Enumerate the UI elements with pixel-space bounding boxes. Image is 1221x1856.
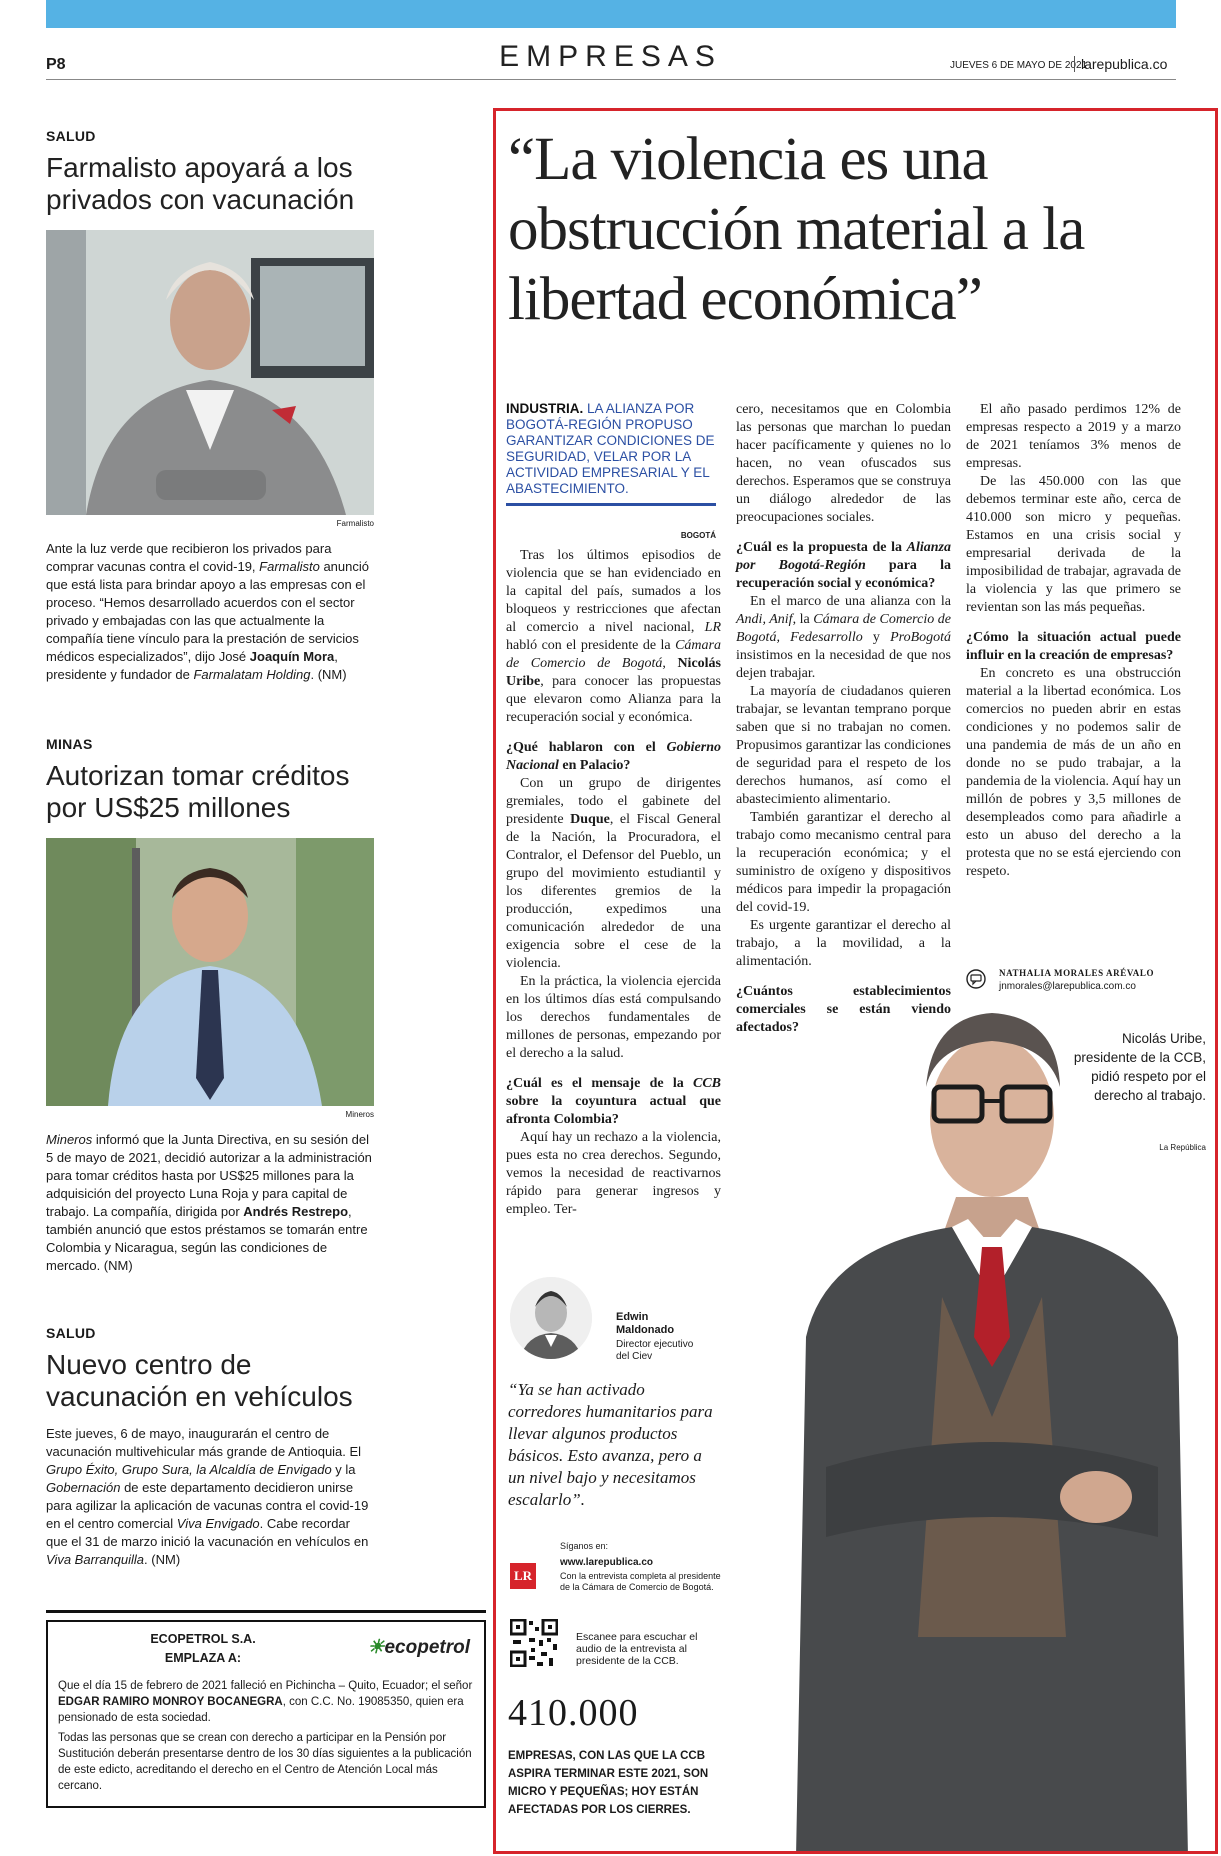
- article-paragraph: Es urgente garantizar el derecho al trabajo, a la movilidad, a la alimentación.: [736, 918, 951, 969]
- brief-mineros: [46, 736, 374, 1275]
- comment-icon: [966, 969, 986, 989]
- interview-question: ¿Cuál es el mensaje de la CCB sobre la coyuntura actual que afronta Colombia?: [506, 1076, 721, 1127]
- notice-paragraph: Que el día 15 de febrero de 2021 falleció en Pichincha – Quito, Ecuador; el señor EDGAR RAMIRO MONROY BOCANEGRA, con C.C. No. 19085350, quien era pensionado de esta sociedad.: [58, 1680, 473, 1724]
- notice-paragraph: Todas las personas que se crean con derecho a participar en la Pensión por Sustitución deberán presentarse dentro de los 30 días siguientes a la publicación de este edicto, acreditando el derecho en el Centro de Atención Local más cercano.: [58, 1732, 472, 1792]
- brief-kicker: SALUD: [46, 1325, 96, 1341]
- promo-label: Síganos en:: [560, 1541, 609, 1551]
- notice-top-rule: [46, 1610, 486, 1613]
- article-headline: “La violencia es una obstrucción material a la libertad económica”: [508, 126, 1085, 333]
- article-paragraph: Tras los últimos episodios de violencia que se han evidenciado en la capital del país, sumados a los bloqueos y restricciones que afectan al comercio a nivel nacional, LR habló con el presidente de la Cámara de Comercio de Bogotá, Nicolás Uribe, para conocer las propuestas que elevaron como Alianza para la recuperación social y económica.: [506, 548, 721, 725]
- top-color-bar: [46, 0, 1176, 28]
- pull-quote: “Ya se han activado corredores humanitarios para llevar algunos productos básicos. Esto avanza, pero a un nivel bajo y necesitamos escalarlo”.: [508, 1380, 713, 1509]
- article-column-2: [736, 401, 951, 1037]
- article-paragraph: cero, necesitamos que en Colombia las personas que marchan lo puedan hacer pacíficamente y quienes no lo hacen, no vean ofuscados sus derechos. Esperamos que se construya un diálogo alrededor de las preocupaciones sociales.: [736, 402, 951, 525]
- brief-body: Ante la luz verde que recibieron los privados para comprar vacunas contra el covid-19, Farmalisto anunció que está lista para brindar apoyo a las empresas con el proceso. “Hemos desarrollado acuerdos con el sector privado y embajadas con las que actualmente la compañía tiene vínculo para la prestación de servicios médicos especializados”, dijo José Joaquín Mora, presidente y fundador de Farmalatam Holding. (NM): [46, 541, 369, 682]
- notice-title: ECOPETROL S.A. EMPLAZA A:: [150, 1632, 256, 1665]
- interview-question: ¿Cuál es la propuesta de la Alianza por Bogotá-Región para la recuperación social y económica?: [736, 540, 951, 591]
- source-role: Director ejecutivo del Ciev: [616, 1339, 694, 1362]
- header-divider: [46, 79, 1176, 80]
- key-figure-caption: EMPRESAS, CON LAS QUE LA CCB ASPIRA TERMINAR ESTE 2021, SON MICRO Y PEQUEÑAS; HOY ESTÁN AFECTADAS POR LOS CIERRES.: [508, 1750, 709, 1816]
- article-paragraph: La mayoría de ciudadanos quieren trabajar, se levantan temprano porque saben que si no trabajan no comen. Propusimos garantizar las condiciones de seguridad para el respeto de los derechos humanos, así como el abastecimiento alimentario.: [736, 684, 952, 807]
- brief-vacunacion: [46, 1325, 374, 1569]
- photo-credit: La República: [1159, 1143, 1206, 1152]
- key-figure: 410.000: [508, 1692, 639, 1734]
- brief-title: Autorizan tomar créditos por US$25 millones: [46, 760, 350, 823]
- article-paragraph: Aquí hay un rechazo a la violencia, pues esta no crea derechos. Segundo, vemos la necesidad de reactivarnos rápido para generar ingresos y empleo. Ter-: [506, 1130, 721, 1217]
- qr-instructions: Escanee para escuchar el audio de la entrevista al presidente de la CCB.: [576, 1631, 698, 1667]
- interview-question: ¿Cuántos establecimientos comerciales se están viendo afectados?: [736, 984, 951, 1035]
- article-paragraph: El año pasado perdimos 12% de empresas respecto a 2019 y a marzo de 2021 teníamos 3% menos de empresas.: [966, 402, 1181, 471]
- article-column-1: [506, 547, 721, 1219]
- byline-email[interactable]: jnmorales@larepublica.com.co: [999, 981, 1136, 992]
- source-avatar: [510, 1277, 592, 1359]
- dateline: BOGOTÁ: [680, 531, 716, 540]
- brief-photo-mineros: [46, 838, 374, 1106]
- feature-article: [493, 108, 1218, 1854]
- legal-notice: [46, 1620, 486, 1808]
- promo-description: Con la entrevista completa al presidente de la Cámara de Comercio de Bogotá.: [560, 1571, 721, 1592]
- brief-farmalisto: [46, 128, 374, 684]
- source-name: Edwin Maldonado: [616, 1311, 675, 1336]
- interview-question: ¿Qué hablaron con el Gobierno Nacional en Palacio?: [506, 740, 721, 773]
- ecopetrol-logo: ☀ecopetrol: [367, 1637, 470, 1658]
- article-paragraph: También garantizar el derecho al trabajo como mecanismo central para la recuperación económica; y el suministro de oxígeno y dispositivos médicos para impedir la propagación del covid-19.: [736, 810, 951, 915]
- brief-title: Farmalisto apoyará a los privados con vacunación: [46, 152, 355, 215]
- qr-code-icon[interactable]: [510, 1619, 558, 1667]
- article-paragraph: De las 450.000 con las que debemos terminar este año, cerca de 410.000 son micro y pequeñas. Estamos en una crisis social y empresarial derivada de la imposibilidad de trabajar, agravada de la violencia y las que primero se revientan son las más pequeñas.: [966, 474, 1181, 615]
- photo-credit: Mineros: [345, 1110, 374, 1119]
- article-paragraph: En concreto es una obstrucción material a la libertad económica. Los comercios no pueden abrir en estas condiciones y no podemos salir de una pandemia de más de un año en donde no se pudo trabajar, a la pandemia de la violencia. Aquí hay un millón de pobres y 3,5 millones de desempleados como para añadirle a esto un abuso del derecho a la protesta que no se está ejerciendo con respeto.: [966, 666, 1181, 879]
- article-paragraph: En la práctica, la violencia ejercida en los últimos días está compulsando los derechos fundamentales de millones de personas, empezando por el derecho a la salud.: [506, 974, 721, 1061]
- brief-title: Nuevo centro de vacunación en vehículos: [46, 1349, 353, 1412]
- article-deck: INDUSTRIA. LA ALIANZA POR BOGOTÁ-REGIÓN PROPUSO GARANTIZAR CONDICIONES DE SEGURIDAD, VELAR POR LA ACTIVIDAD EMPRESARIAL Y EL ABASTECIMIENTO.: [506, 401, 716, 506]
- photo-caption: Nicolás Uribe, presidente de la CCB, pidió respeto por el derecho al trabajo.: [1073, 1031, 1206, 1103]
- brief-photo-farmalisto: [46, 230, 374, 515]
- promo-url[interactable]: www.larepublica.co: [560, 1557, 653, 1568]
- site-link[interactable]: larepublica.co: [1074, 56, 1167, 72]
- brief-body: Mineros informó que la Junta Directiva, en su sesión del 5 de mayo de 2021, decidió autorizar a la administración para tomar créditos hasta por US$25 millones para la adquisición del proyecto Luna Roja y para capital de trabajo. La compañía, dirigida por Andrés Restrepo, también anunció que estos préstamos se tomarán entre Colombia y Nicaragua, según las condiciones de mercado. (NM): [46, 1132, 372, 1273]
- issue-date: JUEVES 6 DE MAYO DE 2021: [950, 60, 1088, 71]
- article-paragraph: En el marco de una alianza con la Andi, Anif, la Cámara de Comercio de Bogotá, Fedesarrollo y ProBogotá insistimos en la necesidad de que nos dejen trabajar.: [736, 594, 952, 681]
- brief-kicker: MINAS: [46, 736, 93, 752]
- photo-credit: Farmalisto: [336, 519, 374, 528]
- brief-kicker: SALUD: [46, 128, 96, 144]
- portrait-nicolas-uribe: [766, 997, 1218, 1854]
- brief-body: Este jueves, 6 de mayo, inaugurarán el centro de vacunación multivehicular más grande de Antioquia. El Grupo Éxito, Grupo Sura, la Alcaldía de Envigado y la Gobernación de este departamento decidieron unirse para agilizar la aplicación de vacunas contra el covid-19 en el centro comercial Viva Envigado. Cabe recordar que el 31 de marzo inició la vacunación en vehículos en Viva Barranquilla. (NM): [46, 1426, 369, 1567]
- interview-question: ¿Cómo la situación actual puede influir en la creación de empresas?: [966, 630, 1181, 663]
- byline-name: NATHALIA MORALES ARÉVALO: [999, 968, 1155, 978]
- lr-logo: LR: [510, 1563, 536, 1589]
- page-number: P8: [46, 56, 66, 73]
- section-title: EMPRESAS: [499, 40, 722, 73]
- article-column-3: [966, 401, 1181, 881]
- article-paragraph: Con un grupo de dirigentes gremiales, todo el gabinete del presidente Duque, el Fiscal General de la Nación, la Procuradora, el Contralor, el Defensor del Pueblo, un grupo del movimiento estudiantil y los diferentes gremios de la producción, expedimos una comunicación alrededor de una exigencia sobre el cese de la violencia.: [506, 776, 721, 971]
